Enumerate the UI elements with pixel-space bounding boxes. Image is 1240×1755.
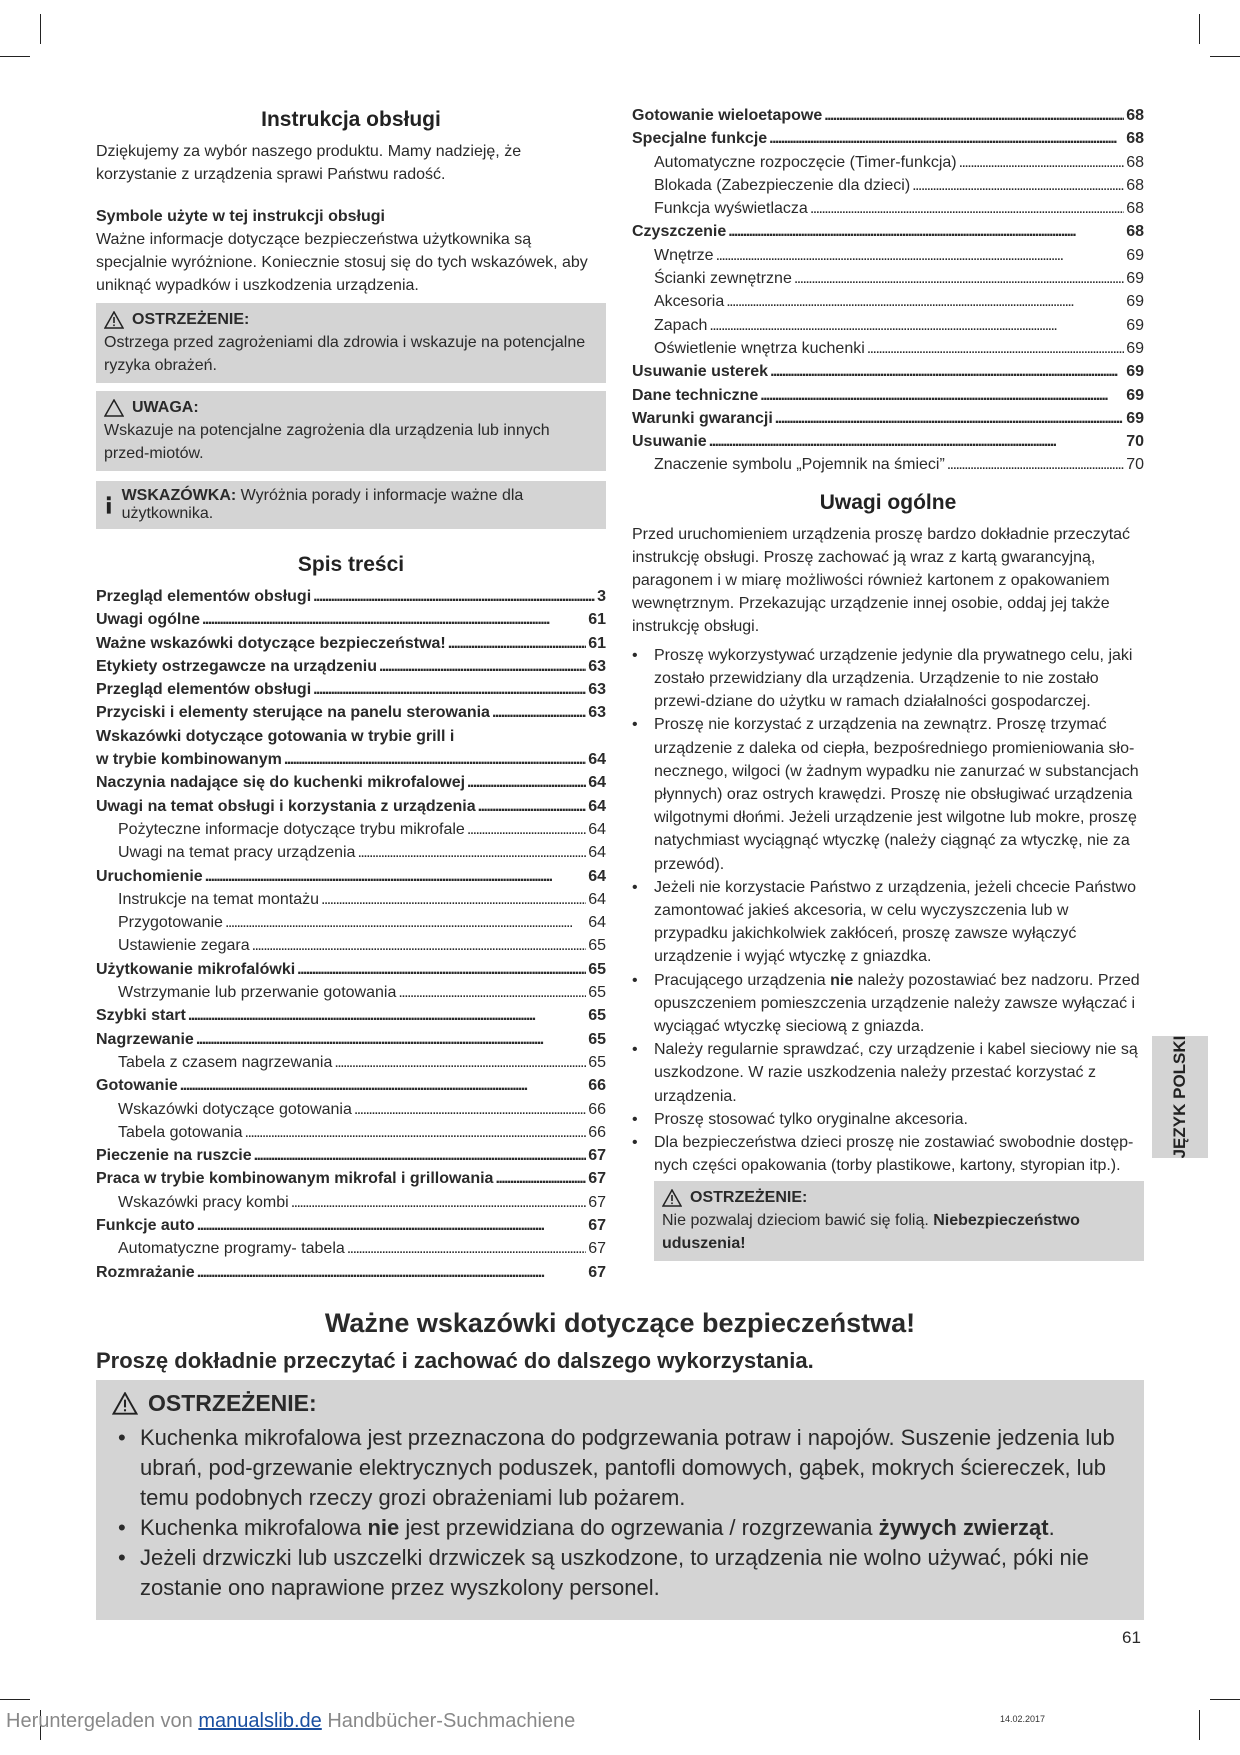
toc-entry-page: 69	[1126, 363, 1144, 381]
toc-entry-page: 67	[588, 1193, 606, 1211]
toc-entry[interactable]	[96, 632, 606, 655]
text-run: należy pozostawiać bez nadzoru. Przed opuszczeniem pomieszczenia urządzenie należy zawsze wyłączać i wyciągać wtyczkę sieciową z gniazda.	[654, 971, 1140, 1035]
toc-entry-title: Uruchomienie	[96, 867, 203, 885]
toc-entry-page: 63	[588, 704, 606, 722]
toc-entry-page: 67	[588, 1147, 606, 1165]
toc-entry-page: 69	[1126, 270, 1144, 288]
toc-entry[interactable]	[96, 701, 606, 724]
toc-leader-dots	[912, 174, 1124, 197]
toc-entry-title: Przyciski i elementy sterujące na panelu sterowania	[96, 704, 490, 722]
warning-triangle-icon	[104, 311, 124, 329]
toc-entry-title: Warunki gwarancji	[632, 409, 773, 427]
warning-box	[96, 303, 606, 383]
toc-entry-page: 65	[588, 1007, 606, 1025]
toc-leader-dots	[959, 151, 1125, 174]
toc-entry-page: 69	[1126, 246, 1144, 264]
toc-leader-dots	[180, 1074, 586, 1097]
toc-entry-title: Praca w trybie kombinowanym mikrofal i grillowania	[96, 1170, 494, 1188]
toc-entry[interactable]	[96, 725, 606, 748]
toc-entry-title: Użytkowanie mikrofalówki	[96, 960, 296, 978]
toc-entry[interactable]	[632, 290, 1144, 313]
toc-entry-title: Wskazówki dotyczące gotowania w trybie grill i	[96, 727, 455, 745]
print-date: 14.02.2017	[1000, 1714, 1046, 1724]
toc-entry[interactable]	[96, 981, 606, 1004]
toc-leader-dots	[709, 430, 1125, 453]
toc-entry-title: Automatyczne rozpoczęcie (Timer-funkcja)	[654, 153, 957, 171]
toc-entry[interactable]	[96, 678, 606, 701]
toc-entry-title: Instrukcje na temat montażu	[118, 890, 319, 908]
text-run: .	[1048, 1515, 1055, 1540]
toc-entry-page: 68	[1126, 107, 1144, 124]
toc-entry-title: Tabela gotowania	[118, 1123, 243, 1141]
crop-mark	[1210, 1699, 1240, 1700]
warning-triangle-icon	[662, 1189, 682, 1207]
text-run: Pracującego urządzenia	[654, 971, 831, 989]
toc-entry[interactable]	[96, 1191, 606, 1214]
toc-entry-title: Naczynia nadające się do kuchenki mikrofalowej	[96, 774, 466, 792]
toc-entry-page: 64	[588, 914, 606, 932]
toc-entry[interactable]	[632, 430, 1144, 453]
toc-entry-title: Wnętrze	[654, 246, 714, 264]
warning-triangle-icon	[112, 1392, 138, 1415]
toc-leader-dots	[775, 407, 1124, 430]
toc-entry-page: 68	[1126, 153, 1144, 171]
hint-box	[96, 481, 606, 529]
toc-entry-title: Gotowanie wieloetapowe	[632, 107, 823, 124]
list-item: • Proszę stosować tylko oryginalne akcesoria.	[632, 1108, 1144, 1131]
toc-leader-dots	[769, 127, 1124, 150]
toc-entry-title: Ustawienie zegara	[118, 937, 250, 955]
toc-leader-dots	[313, 678, 586, 701]
toc-leader-dots	[284, 748, 586, 771]
list-item: • Dla bezpieczeństwa dzieci proszę nie zostawiać swobodnie dostęp-nych części opakowania (torby plastikowe, kartony, styropian itp.).	[632, 1131, 1144, 1177]
hint-label: WSKAZÓWKA:	[121, 487, 237, 504]
toc-entry-title: Etykiety ostrzegawcze na urządzeniu	[96, 657, 377, 675]
toc-entry-title: Gotowanie	[96, 1077, 178, 1095]
crop-mark	[40, 14, 41, 44]
text-run-bold: nie	[830, 971, 854, 989]
toc-entry[interactable]	[632, 267, 1144, 290]
toc-entry[interactable]	[96, 1074, 606, 1097]
toc-leader-dots	[448, 632, 586, 655]
toc-entry[interactable]	[96, 1214, 606, 1237]
crop-mark	[0, 1699, 30, 1700]
toc-leader-dots	[196, 1028, 586, 1051]
toc-title: Spis treści	[297, 553, 405, 576]
toc-entry-page: 67	[588, 1217, 606, 1235]
toc-entry-page: 68	[1126, 130, 1144, 148]
toc-entry-page: 64	[588, 797, 606, 815]
toc-entry-title: Zapach	[654, 316, 708, 334]
list-item: • Proszę nie korzystać z urządzenia na zewnątrz. Proszę trzymać urządzenie z daleka od ciepła, bezpośredniego promieniowania sło-necznego, wilgoci (w żadnym wypadku nie zanurzać w substancjach płynnych) oraz ostrych krawędzi. Proszę nie obsługiwać urządzenia wilgotnymi dłońmi. Jeżeli urządzenie jest wilgotne lub mokre, proszę natychmiast wyciągnąć wtyczkę (należy ciągnąć za wtyczkę, nie za przewód).	[632, 713, 1144, 875]
toc-entry-title: Usuwanie usterek	[632, 363, 769, 381]
toc-leader-dots	[794, 267, 1124, 290]
toc-entry-title: Znaczenie symbolu „Pojemnik na śmieci”	[654, 456, 945, 474]
manualslib-link[interactable]: manualslib.de	[198, 1710, 322, 1732]
language-tab-label: JĘZYK POLSKI	[1170, 1035, 1189, 1159]
toc-entry[interactable]	[96, 795, 606, 818]
toc-entry-page: 64	[588, 844, 606, 862]
toc-entry[interactable]	[96, 958, 606, 981]
list-item: • Proszę wykorzystywać urządzenie jedynie dla prywatnego celu, jaki zostało przewidziany dla urządzenia. Urządzenie to nie zostało przewi-dziane do użytku w ramach działalności gospodarczej.	[632, 644, 1144, 714]
toc-leader-dots	[398, 981, 586, 1004]
toc-leader-dots	[709, 314, 1124, 337]
toc-entry[interactable]	[96, 1121, 606, 1144]
intro-title: Instrukcja obsługi	[261, 108, 441, 131]
toc-entry-page: 69	[1126, 386, 1144, 404]
toc-entry-page: 63	[588, 681, 606, 699]
toc-entry-page: 65	[588, 1053, 606, 1071]
toc-leader-dots	[313, 585, 595, 608]
safety-warning-box	[96, 1380, 1144, 1620]
toc-entry[interactable]	[96, 1004, 606, 1027]
toc-entry[interactable]	[96, 1261, 606, 1284]
caution-text: Wskazuje na potencjalne zagrożenia dla urządzenia lub innych przed-miotów.	[104, 422, 550, 462]
toc-leader-dots	[202, 608, 586, 631]
toc-entry-page: 66	[588, 1100, 606, 1118]
toc-leader-dots	[478, 795, 587, 818]
toc-entry-title: Specjalne funkcje	[632, 130, 768, 148]
toc-leader-dots	[467, 771, 586, 794]
crop-mark	[1210, 56, 1240, 57]
toc-entry[interactable]	[96, 748, 606, 771]
hint-text: Wyróżnia porady i informacje ważne dla użytkownika.	[121, 487, 524, 522]
list-item: • Należy regularnie sprawdzać, czy urządzenie i kabel sieciowy nie są uszkodzone. W razie uszkodzenia należy przestać korzystać z urządzenia.	[632, 1038, 1144, 1108]
toc-entry[interactable]	[96, 911, 606, 934]
toc-entry-page: 66	[588, 1123, 606, 1141]
warning-label: OSTRZEŻENIE:	[148, 1390, 317, 1416]
toc-leader-dots	[188, 1004, 586, 1027]
toc-entry-title: Ścianki zewnętrzne	[654, 270, 792, 288]
text-run-bold: żywych zwierząt	[878, 1515, 1049, 1540]
toc-entry[interactable]	[632, 104, 1144, 127]
toc-entry-title: Przygotowanie	[118, 914, 223, 932]
toc-entry[interactable]	[96, 1028, 606, 1051]
safety-title: Ważne wskazówki dotyczące bezpieczeństwa!	[324, 1308, 916, 1338]
toc-entry-title: Przegląd elementów obsługi	[96, 681, 312, 699]
toc-entry[interactable]	[632, 337, 1144, 360]
caution-triangle-icon	[104, 399, 124, 417]
toc-entry[interactable]	[96, 1237, 606, 1260]
general-bullets	[632, 644, 1144, 1178]
toc-entry[interactable]	[96, 585, 606, 608]
toc-entry-page: 65	[588, 960, 606, 978]
toc-leader-dots	[297, 958, 586, 981]
toc-leader-dots	[770, 360, 1124, 383]
toc-leader-dots	[947, 453, 1124, 476]
toc-entry-page: 69	[1126, 339, 1144, 357]
download-footer	[6, 1710, 575, 1733]
toc-entry-page: 67	[588, 1263, 606, 1281]
text-run-bold: nie	[367, 1515, 400, 1540]
toc-leader-dots	[354, 1098, 586, 1121]
toc-entry[interactable]	[632, 197, 1144, 220]
toc-entry-page: 70	[1126, 456, 1144, 474]
toc-leader-dots	[467, 818, 586, 841]
language-tab	[1152, 1036, 1208, 1158]
toc-entry-page: 65	[588, 937, 606, 955]
toc-entry[interactable]	[96, 1051, 606, 1074]
child-warning-box	[654, 1181, 1144, 1261]
toc-entry-title: Automatyczne programy- tabela	[118, 1240, 345, 1258]
toc-entry-title: Rozmrażanie	[96, 1263, 195, 1281]
toc-entry[interactable]	[96, 1098, 606, 1121]
toc-leader-dots	[716, 244, 1125, 267]
toc-entry-page: 64	[588, 820, 606, 838]
list-item: • Jeżeli nie korzystacie Państwo z urządzenia, jeżeli chcecie Państwo zamontować jakieś akcesoria, w celu wyczyszczenia lub w przypadku jakichkolwiek zakłóceń, proszę zawsze wyłączyć urządzenie i wyjąć wtyczkę z gniazdka.	[632, 876, 1144, 969]
toc-entry-title: Funkcje auto	[96, 1217, 195, 1235]
toc-leader-dots	[760, 384, 1124, 407]
toc-entry-title: Dane techniczne	[632, 386, 759, 404]
toc-leader-dots	[197, 1261, 587, 1284]
toc-entry[interactable]	[96, 865, 606, 888]
toc-leader-dots	[245, 1121, 587, 1144]
warning-label: OSTRZEŻENIE:	[132, 311, 250, 328]
info-icon	[104, 496, 114, 514]
toc-entry-title: Uwagi na temat pracy urządzenia	[118, 844, 356, 862]
toc-entry-title: Szybki start	[96, 1007, 186, 1025]
toc-entry-title: Nagrzewanie	[96, 1030, 194, 1048]
toc-entry[interactable]	[632, 314, 1144, 337]
toc-leader-dots	[495, 1167, 586, 1190]
toc-leader-dots	[867, 337, 1124, 360]
toc-entry-page: 61	[588, 634, 606, 652]
toc-leader-dots	[321, 888, 586, 911]
text-run: Nie pozwalaj dzieciom bawić się folią.	[662, 1212, 934, 1230]
toc-leader-dots	[252, 934, 587, 957]
toc-entry[interactable]	[96, 818, 606, 841]
safety-bullets	[112, 1423, 1128, 1603]
toc-entry-title: w trybie kombinowanym	[96, 751, 282, 769]
toc-entry-title: Pożyteczne informacje dotyczące trybu mikrofale	[118, 820, 465, 838]
toc-entry-page: 63	[588, 657, 606, 675]
toc-entry-title: Uwagi na temat obsługi i korzystania z urządzenia	[96, 797, 476, 815]
toc-entry[interactable]	[96, 934, 606, 957]
toc-entry[interactable]	[632, 220, 1144, 243]
toc-leader-dots	[726, 290, 1124, 313]
toc-entry-title: Blokada (Zabezpieczenie dla dzieci)	[654, 176, 911, 194]
safety-subtitle: Proszę dokładnie przeczytać i zachować do dalszego wykorzystania.	[96, 1348, 814, 1373]
toc-entry-page: 64	[588, 890, 606, 908]
toc-leader-dots	[824, 104, 1124, 127]
text-run-bold: Niebezpieczeństwo uduszenia!	[662, 1212, 1080, 1253]
crop-mark	[0, 56, 30, 57]
toc-entry-page: 69	[1126, 293, 1144, 311]
toc-leader-dots	[379, 655, 586, 678]
toc-entry-title: Tabela z czasem nagrzewania	[118, 1053, 333, 1071]
text-run: Kuchenka mikrofalowa	[140, 1515, 368, 1540]
list-item: • Jeżeli drzwiczki lub uszczelki drzwiczek są uszkodzone, to urządzenia nie wolno używać, póki nie zostanie ono naprawione przez wyszkolony personel.	[112, 1543, 1128, 1603]
toc-entry[interactable]	[96, 1144, 606, 1167]
toc-leader-dots	[254, 1144, 587, 1167]
right-column	[632, 104, 1144, 1261]
toc-entry[interactable]	[632, 407, 1144, 430]
toc-entry-page: 64	[588, 751, 606, 769]
warning-text: Ostrzega przed zagrożeniami dla zdrowia i wskazuje na potencjalne ryzyka obrażeń.	[104, 334, 586, 374]
footer-suffix: Handbücher-Suchmachiene	[321, 1710, 576, 1732]
toc-entry[interactable]	[96, 841, 606, 864]
toc-entry-page: 64	[588, 774, 606, 792]
toc-entry-page: 69	[1126, 316, 1144, 334]
caution-box	[96, 391, 606, 471]
toc-entry[interactable]	[96, 608, 606, 631]
toc-entry[interactable]	[632, 384, 1144, 407]
toc-leader-dots	[205, 865, 587, 888]
toc-leader-dots	[810, 197, 1124, 220]
crop-mark	[1199, 14, 1200, 44]
toc-list-right	[632, 104, 1144, 477]
caution-label: UWAGA:	[132, 399, 199, 416]
toc-entry[interactable]	[632, 360, 1144, 383]
toc-leader-dots	[728, 220, 1124, 243]
toc-entry-title: Funkcja wyświetlacza	[654, 200, 808, 218]
toc-entry-title: Wstrzymanie lub przerwanie gotowania	[118, 984, 397, 1002]
toc-entry-title: Pieczenie na ruszcie	[96, 1147, 252, 1165]
toc-entry[interactable]	[632, 453, 1144, 476]
toc-list-left	[96, 585, 606, 1284]
toc-entry[interactable]	[632, 174, 1144, 197]
toc-entry-page: 65	[588, 1030, 606, 1048]
crop-mark	[1199, 1710, 1200, 1740]
toc-entry-page: 64	[588, 867, 606, 885]
toc-entry-page: 67	[588, 1170, 606, 1188]
toc-entry[interactable]	[96, 1167, 606, 1190]
intro-text: Dziękujemy za wybór naszego produktu. Mamy nadzieję, że korzystanie z urządzenia sprawi Państwu radość.	[96, 143, 522, 183]
toc-entry-title: Usuwanie	[632, 433, 707, 451]
toc-leader-dots	[492, 701, 586, 724]
toc-entry-page: 68	[1126, 223, 1144, 241]
list-item: • Kuchenka mikrofalowa jest przeznaczona do podgrzewania potraw i napojów. Suszenie jedzenia lub ubrań, pod-grzewanie elektrycznych poduszek, pantofli domowych, gąbek, mokrych ściereczek, lub temu podobnych rzeczy grozi obrażeniami lub pożarem.	[112, 1423, 1128, 1513]
toc-entry-page: 66	[588, 1077, 606, 1095]
toc-entry-title: Oświetlenie wnętrza kuchenki	[654, 339, 865, 357]
toc-entry-page: 68	[1126, 176, 1144, 194]
toc-leader-dots	[197, 1214, 587, 1237]
toc-entry-title: Ważne wskazówki dotyczące bezpieczeństwa!	[96, 634, 446, 652]
footer-prefix: Heruntergeladen von	[6, 1710, 193, 1732]
toc-leader-dots	[334, 1051, 586, 1074]
warning-text	[662, 1209, 1136, 1255]
general-title: Uwagi ogólne	[819, 490, 957, 514]
symbols-text: Ważne informacje dotyczące bezpieczeństwa użytkownika są specjalnie wyróżnione. Koniecznie stosuj się do tych wskazówek, aby uniknąć wypadków i uszkodzenia urządzenia.	[96, 231, 588, 294]
toc-entry-title: Czyszczenie	[632, 223, 727, 241]
toc-entry[interactable]	[96, 655, 606, 678]
toc-leader-dots	[225, 911, 586, 934]
toc-entry[interactable]	[632, 244, 1144, 267]
toc-leader-dots	[347, 1237, 586, 1260]
toc-entry-page: 3	[597, 588, 606, 605]
toc-entry-title: Wskazówki pracy kombi	[118, 1193, 289, 1211]
toc-entry-title: Wskazówki dotyczące gotowania	[118, 1100, 352, 1118]
toc-entry-page: 68	[1126, 200, 1144, 218]
toc-entry-title: Uwagi ogólne	[96, 611, 200, 629]
left-column	[96, 104, 606, 1284]
toc-entry-page: 65	[588, 984, 606, 1002]
general-text: Przed uruchomieniem urządzenia proszę bardzo dokładnie przeczytać instrukcję obsługi. Proszę zachować ją wraz z kartą gwarancyjną, paragonem i w miarę możliwości również kartonem z opakowaniem wewnętrznym. Przekazując urządzenie innej osobie, oddaj jej także instrukcję obsługi.	[632, 525, 1131, 635]
list-item	[632, 969, 1144, 1039]
toc-entry[interactable]	[96, 771, 606, 794]
toc-entry-page: 69	[1126, 409, 1144, 427]
warning-label: OSTRZEŻENIE:	[690, 1189, 808, 1207]
toc-entry-title: Akcesoria	[654, 293, 725, 311]
list-item	[112, 1513, 1128, 1543]
page-number: 61	[1122, 1628, 1141, 1647]
toc-entry[interactable]	[632, 151, 1144, 174]
toc-entry-page: 70	[1126, 433, 1144, 451]
toc-entry[interactable]	[632, 127, 1144, 150]
toc-entry-page: 67	[588, 1240, 606, 1258]
symbols-heading: Symbole użyte w tej instrukcji obsługi	[96, 208, 385, 225]
toc-entry-page: 61	[588, 611, 606, 629]
text-run: jest przewidziana do ogrzewania / rozgrzewania	[399, 1515, 879, 1540]
toc-leader-dots	[291, 1191, 587, 1214]
toc-entry-title: Przegląd elementów obsługi	[96, 588, 312, 605]
toc-leader-dots	[357, 841, 586, 864]
toc-entry[interactable]	[96, 888, 606, 911]
